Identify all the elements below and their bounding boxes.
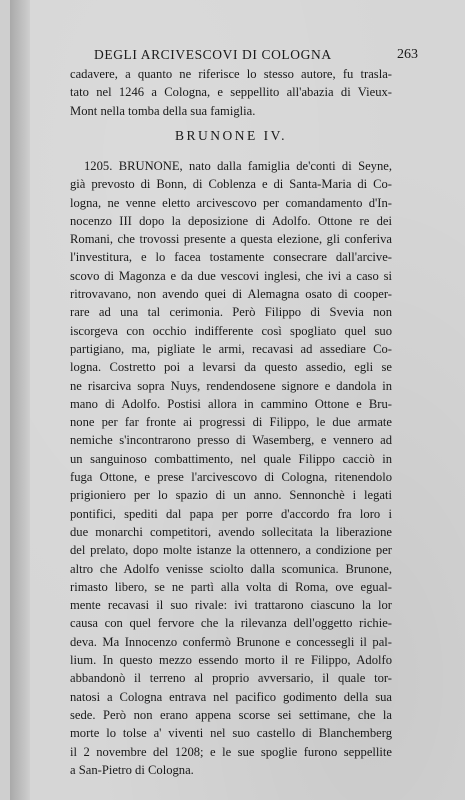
text-line: un sanguinoso combattimento, nel quale Filippo cacciò in (70, 451, 392, 466)
book-page (10, 0, 465, 800)
text-line: partigiano, ma, pigliate le armi, recavasi ad assediare Co- (70, 341, 392, 356)
text-line: 1205. BRUNONE, nato dalla famiglia de'conti di Seyne, (84, 159, 392, 173)
text-line: cadavere, a quanto ne riferisce lo stesso autore, fu trasla- (70, 67, 392, 81)
text-line: tato nel 1246 a Cologna, e seppellito all'abazia di Vieux- (70, 85, 392, 100)
text-line: abbandonò il terreno al proprio avversario, il quale tor- (70, 671, 392, 686)
text-line: nemiche s'incontrarono presso di Wasemberg, e vennero ad (70, 433, 392, 448)
text-line: causa con quel fervore che la rilevanza dell'oggetto richie- (70, 616, 392, 631)
text-line: a San-Pietro di Cologna. (70, 762, 194, 777)
text-line: l'investitura, e lo facea tostamente consecrare dall'arcive- (70, 250, 392, 265)
text-line: logna. Costretto poi a levarsi da questo assedio, egli se (70, 360, 392, 375)
text-line: iscorgeva con occhio indifferente così spogliato quel suo (70, 323, 392, 338)
text-line: pontifici, spediti dal papa per porre d'accordo fra loro i (70, 506, 392, 521)
page-number: 263 (397, 47, 418, 62)
text-line: Romani, che trovossi presente a questa elezione, gli conferiva (70, 232, 392, 247)
text-line: rimasto libero, se ne partì alla volta di Roma, ove egual- (70, 579, 392, 594)
body-paragraph (70, 157, 392, 779)
text-line: del prelato, dopo molte istanze la ottennero, a condizione per (70, 543, 392, 558)
text-line: sede. Però non erano appena scorse sei settimane, che la (70, 707, 392, 722)
intro-paragraph (70, 65, 392, 120)
running-head: DEGLI ARCIVESCOVI DI COLOGNA (94, 47, 332, 62)
text-line: due monarchi competitori, avendo sollecitata la liberazione (70, 524, 392, 539)
page-header (70, 47, 450, 65)
text-line: lium. In questo mezzo essendo morto il re Filippo, Adolfo (70, 653, 392, 668)
text-line: morte lo tolse a' viventi nel suo castello di Blanchemberg (70, 726, 392, 741)
text-line: Mont nella tomba della sua famiglia. (70, 103, 256, 118)
text-line: mano di Adolfo. Postisi allora in cammino Ottone e Bru- (70, 396, 392, 411)
text-line: deva. Ma Innocenzo confermò Brunone e concessegli il pal- (70, 634, 392, 649)
text-line: scovo di Magonza e da due vescovi inglesi, che ivi a caso si (70, 268, 392, 283)
text-line: prigioniero per lo spazio di un anno. Sennonchè i legati (70, 488, 392, 503)
text-line: rare ad una tal cerimonia. Però Filippo di Svevia non (70, 305, 392, 320)
text-line: ritrovavano, non avendo quei di Alemagna osato di cooper- (70, 287, 392, 302)
text-line: logna, ne venne eletto arcivescovo per comandamento d'In- (70, 195, 392, 210)
binding-shadow (10, 0, 30, 800)
text-line: mente recavasi il suo rivale: ivi trattarono ciascuno la lor (70, 598, 392, 613)
text-line: il 2 novembre del 1208; e le sue spoglie furono seppellite (70, 744, 392, 759)
text-line: fuga Ottone, e prese l'arcivescovo di Cologna, ritenendolo (70, 470, 392, 485)
text-line: nocenzo III dopo la deposizione di Adolfo. Ottone re dei (70, 213, 392, 228)
text-line: già prevosto di Bonn, di Coblenza e di Santa-Maria di Co- (70, 177, 392, 192)
text-line: ne risarciva sopra Nuys, rendendosene signore e dandola in (70, 378, 392, 393)
text-line: altro che Adolfo venisse sciolto dalla scomunica. Brunone, (70, 561, 392, 576)
section-title: BRUNONE IV. (174, 128, 287, 143)
text-line: none per far fronte ai progressi di Filippo, le due armate (70, 415, 392, 430)
text-line: natosi a Cologna entrava nel pacifico godimento della sua (70, 689, 392, 704)
